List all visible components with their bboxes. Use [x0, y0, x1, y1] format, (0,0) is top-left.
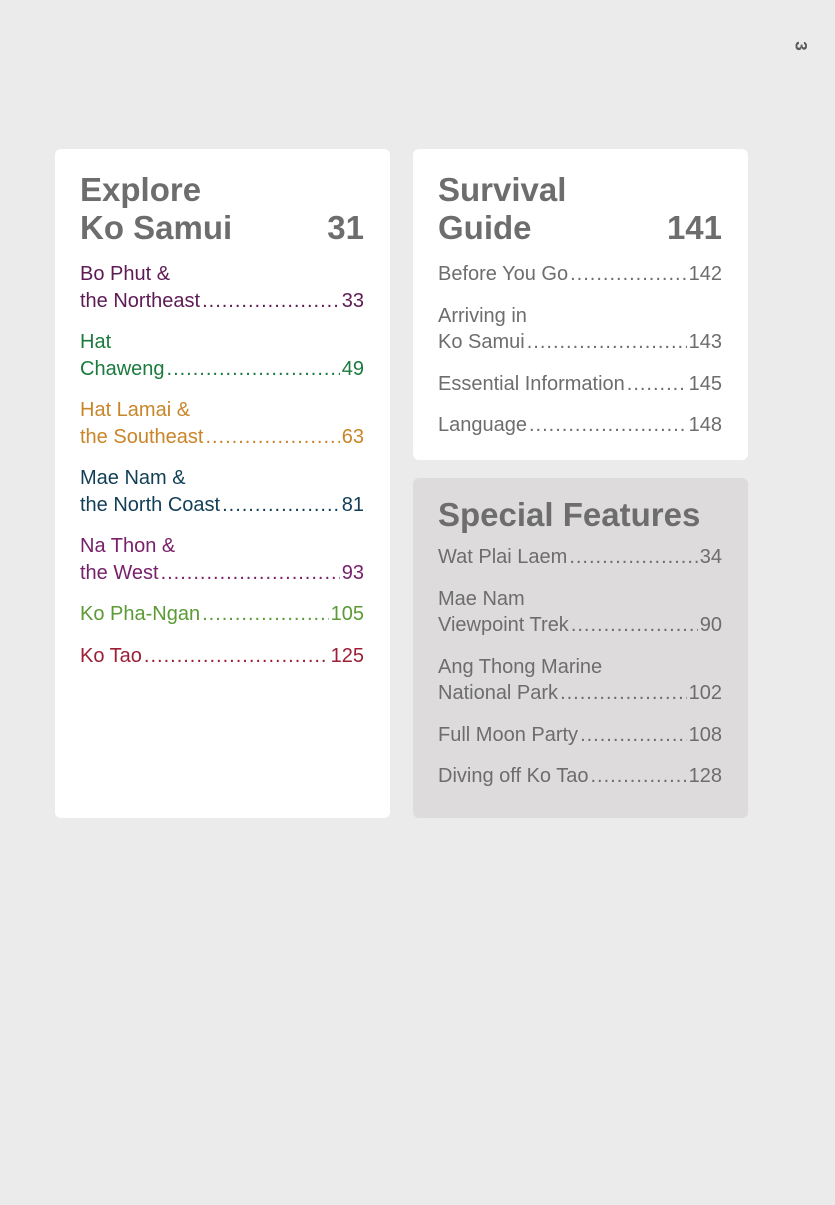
entry-page: 34 — [699, 546, 722, 568]
entry-line1: Language — [438, 414, 527, 436]
leader-dots — [627, 371, 687, 398]
survival-panel — [413, 149, 748, 460]
entry-line1: Arriving in — [438, 304, 527, 327]
entry-line2: the Northeast — [80, 289, 201, 312]
entry-line1: Bo Phut & — [80, 263, 171, 285]
leader-dots — [144, 643, 329, 670]
survival-title-line1: Survival — [438, 171, 567, 208]
toc-entry-hat-chaweng[interactable] — [80, 329, 364, 382]
entry-line1: Full Moon Party — [438, 723, 579, 746]
toc-entry-viewpoint-trek[interactable] — [438, 586, 722, 639]
entry-line1: Hat — [80, 331, 112, 353]
explore-panel — [55, 149, 390, 818]
leader-dots — [222, 492, 340, 519]
entry-line2: Viewpoint Trek — [438, 614, 569, 636]
entry-page: 49 — [341, 357, 364, 380]
entry-line1: Mae Nam & — [80, 467, 186, 489]
leader-dots — [560, 680, 687, 707]
entry-line1: Ko Tao — [80, 644, 142, 667]
entry-line2: National Park — [438, 682, 559, 704]
explore-page: 31 — [327, 209, 364, 246]
entry-line2: Chaweng — [80, 357, 165, 380]
leader-dots — [527, 329, 687, 356]
toc-entry-wat-plai-laem[interactable] — [438, 544, 722, 571]
toc-entry-diving-ko-tao[interactable] — [438, 763, 722, 790]
leader-dots — [569, 544, 697, 571]
toc-entry-bo-phut[interactable] — [80, 261, 364, 314]
entry-line1: Wat Plai Laem — [438, 546, 568, 568]
toc-entry-essential-information[interactable] — [438, 371, 722, 398]
toc-entry-arriving[interactable] — [438, 303, 722, 356]
leader-dots — [580, 722, 687, 749]
toc-entry-language[interactable] — [438, 412, 722, 439]
page-number: 3 — [791, 41, 811, 51]
special-features-heading: Special Features — [438, 496, 701, 533]
leader-dots — [571, 612, 698, 639]
entry-page: 33 — [341, 289, 364, 312]
entry-page: 108 — [688, 723, 722, 746]
entry-line1: Before You Go — [438, 263, 569, 285]
toc-entry-full-moon-party[interactable] — [438, 722, 722, 749]
toc-entry-na-thon[interactable] — [80, 533, 364, 586]
entry-page: 63 — [341, 425, 364, 448]
leader-dots — [205, 424, 339, 451]
entry-page: 128 — [688, 765, 722, 787]
entry-line1: Na Thon & — [80, 535, 176, 557]
toc-entry-before-you-go[interactable] — [438, 261, 722, 288]
entry-line1: Essential Information — [438, 372, 625, 395]
entry-page: 145 — [688, 372, 722, 395]
toc-entry-ko-pha-ngan[interactable] — [80, 601, 364, 628]
entry-line1: Ko Pha-Ngan — [80, 603, 201, 625]
leader-dots — [202, 601, 329, 628]
entry-page: 125 — [330, 644, 364, 667]
leader-dots — [161, 560, 340, 587]
entry-line2: the Southeast — [80, 425, 204, 448]
survival-page: 141 — [666, 209, 722, 246]
leader-dots — [167, 356, 340, 383]
entry-page: 142 — [688, 263, 722, 285]
toc-entry-mae-nam[interactable] — [80, 465, 364, 518]
explore-title-line2: Ko Samui — [80, 209, 233, 246]
entry-line1: Ang Thong Marine — [438, 655, 603, 678]
entry-page: 93 — [341, 561, 364, 584]
entry-line1: Diving off Ko Tao — [438, 765, 589, 787]
entry-line2: the West — [80, 561, 159, 584]
entry-line2: the North Coast — [80, 493, 221, 516]
leader-dots — [202, 288, 340, 315]
leader-dots — [529, 412, 687, 439]
explore-heading[interactable] — [80, 171, 364, 247]
explore-title-line1: Explore — [80, 171, 202, 208]
toc-entry-ang-thong[interactable] — [438, 654, 722, 707]
survival-title-line2: Guide — [438, 209, 532, 246]
entry-page: 148 — [688, 414, 722, 436]
entry-page: 105 — [330, 603, 364, 625]
entry-line1: Hat Lamai & — [80, 399, 191, 421]
special-features-panel — [413, 478, 748, 818]
entry-line1: Mae Nam — [438, 587, 525, 610]
entry-page: 90 — [699, 614, 722, 636]
leader-dots — [590, 763, 686, 790]
leader-dots — [570, 261, 687, 288]
entry-line2: Ko Samui — [438, 331, 525, 353]
toc-entry-hat-lamai[interactable] — [80, 397, 364, 450]
survival-heading[interactable] — [438, 171, 722, 247]
entry-page: 81 — [341, 493, 364, 516]
entry-page: 143 — [688, 331, 722, 353]
entry-page: 102 — [688, 682, 722, 704]
toc-entry-ko-tao[interactable] — [80, 643, 364, 670]
